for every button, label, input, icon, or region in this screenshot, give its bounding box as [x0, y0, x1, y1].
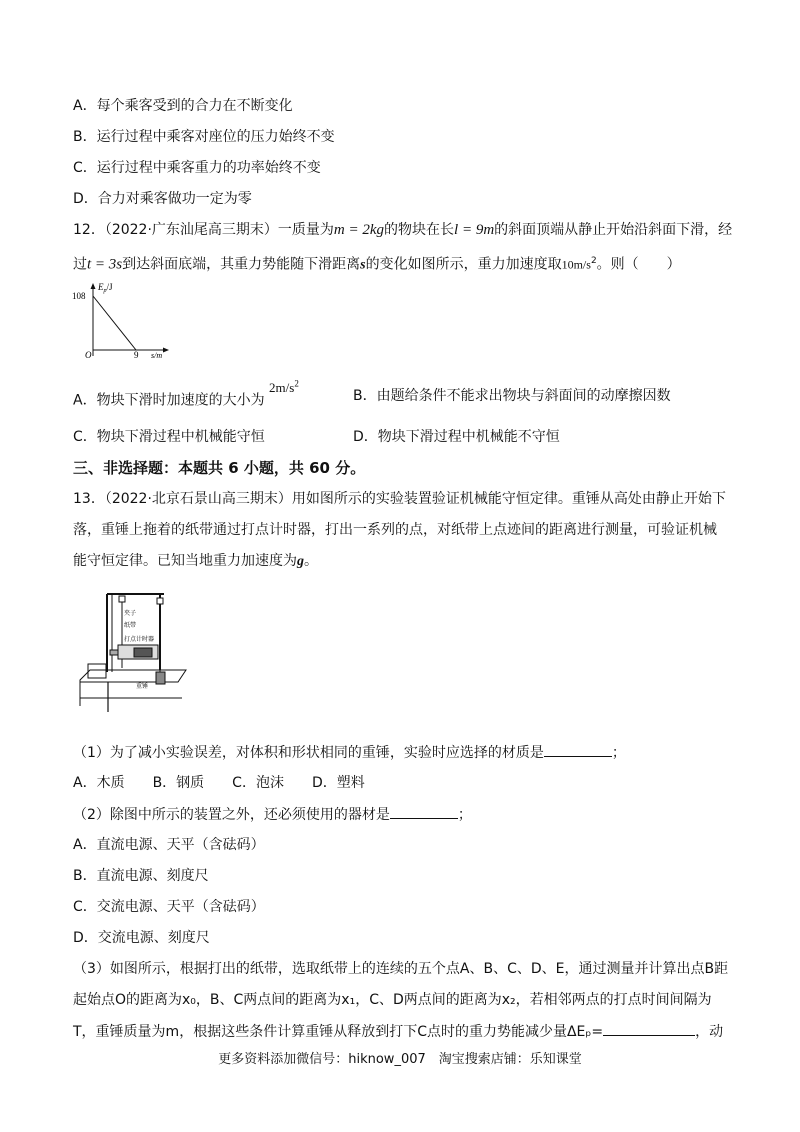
- q12-option-a-text: A．物块下滑时加速度的大小为: [73, 392, 265, 409]
- q13-text: 。: [304, 553, 318, 569]
- x-axis-arrow: [163, 348, 169, 353]
- q12-s-var: s: [360, 257, 366, 273]
- q13-part2-option-b: B．直流电源、刻度尺: [73, 868, 209, 884]
- q13-part2: [73, 804, 472, 825]
- q13-text: 能守恒定律。已知当地重力加速度为: [73, 553, 297, 569]
- timer-coil: [134, 648, 152, 657]
- q11-option-a: A．每个乘客受到的合力在不断变化: [73, 98, 293, 114]
- q13-part2-text: （2）除图中所示的装置之外，还必须使用的器材是: [73, 807, 390, 823]
- q13-stem-line1: [73, 489, 726, 509]
- timer-clamp: [110, 650, 118, 655]
- q13-part3-blank[interactable]: [603, 1021, 695, 1036]
- q12-text: 到达斜面底端，其重力势能随下滑距离: [122, 256, 361, 273]
- q13-part3-end: ，动: [695, 1024, 724, 1040]
- q13-g-var: g: [297, 554, 304, 569]
- q11-option-d: D．合力对乘客做功一定为零: [73, 191, 252, 207]
- q13-source: （2022·北京石景山高三期末）: [104, 491, 292, 507]
- q13-text: 用如图所示的实验装置验证机械能守恒定律。重锤从高处由静止开始下: [291, 491, 726, 507]
- q12-option-a-value: $2m/s^2$: [269, 379, 299, 396]
- q13-part3-line2: 起始点O的距离为x₀，B、C两点间的距离为x₁，C、D两点间的距离为x₂，若相邻两点的打点时间间隔为: [73, 992, 712, 1008]
- q13-part1: [73, 742, 626, 763]
- q12-text: 一质量为: [277, 222, 334, 238]
- y-axis-label: $E_p/J$: [98, 282, 113, 294]
- q12-g-value: 10m/s: [561, 257, 591, 272]
- q13-part2-blank[interactable]: [390, 804, 458, 819]
- x-axis-label: s/m: [151, 351, 163, 360]
- q12-length: l = 9m: [454, 222, 495, 238]
- q12-text: 的变化如图所示，重力加速度取: [365, 256, 562, 273]
- q12-text: 。则（ ）: [596, 256, 681, 273]
- label-clip: 夹子: [124, 611, 137, 617]
- q12-option-c: C．物块下滑过程中机械能守恒: [73, 429, 265, 445]
- q12-source: （2022·广东汕尾高三期末）: [104, 222, 278, 238]
- table-top: [80, 670, 186, 682]
- q13-stem-line2: 落，重锤上拖着的纸带通过打点计时器，打出一系列的点，对纸带上点迹间的距离进行测量，可验证机械: [73, 522, 717, 538]
- origin-label: O: [85, 350, 92, 360]
- y-axis-arrow: [91, 283, 96, 289]
- q12-g-sup: 2: [590, 256, 597, 266]
- q12-time: t = 3s: [87, 256, 123, 273]
- q13-part3-line3: [73, 1021, 723, 1042]
- q12-option-d: D．物块下滑过程中机械能不守恒: [353, 429, 560, 445]
- clamp-top: [157, 598, 163, 604]
- label-timer: 打点计时器: [124, 637, 155, 643]
- q13-part1-text: （1）为了减小实验误差，对体积和形状相同的重锤，实验时应选择的材质是: [73, 745, 544, 761]
- weight: [156, 672, 165, 684]
- label-weight: 重锤: [136, 684, 149, 690]
- q13-part3-line1: （3）如图所示，根据打出的纸带，选取纸带上的连续的五个点A、B、C、D、E，通过测量并计算出点B距: [73, 961, 729, 977]
- q12-mass: m = 2kg: [333, 222, 385, 238]
- q13-stem-line3: [73, 551, 318, 572]
- q11-option-c: C．运行过程中乘客重力的功率始终不变: [73, 160, 321, 176]
- q13-part2-option-a: A．直流电源、天平（含砝码）: [73, 837, 265, 853]
- q12-number: 12．: [73, 222, 105, 238]
- ep-line: [93, 296, 136, 350]
- q13-part3-text: T，重锤质量为m，根据这些条件计算重锤从释放到打下C点时的重力势能减少量ΔEₚ=: [73, 1024, 604, 1040]
- q12-text: 的斜面顶端从静止开始沿斜面下滑，经: [494, 222, 733, 238]
- x-tick-9: 9: [134, 350, 139, 360]
- table-block: [88, 664, 106, 678]
- section-heading: 三、非选择题：本题共 6 小题，共 60 分。: [73, 459, 366, 477]
- label-tape: 纸带: [124, 623, 137, 629]
- q12-text: 过: [73, 256, 87, 273]
- q12-text: 的物块在长: [384, 222, 455, 238]
- q12-option-a: [73, 379, 299, 410]
- q12-option-b: B．由题给条件不能求出物块与斜面间的动摩擦因数: [353, 388, 671, 404]
- q12-stem-line2: [73, 251, 681, 276]
- q13-part1-options: A．木质 B．钢质 C．泡沫 D．塑料: [73, 775, 365, 791]
- q12-ep-graph: [68, 280, 178, 360]
- q13-part1-blank[interactable]: [544, 742, 612, 757]
- clip: [119, 596, 125, 602]
- q13-part2-option-d: D．交流电源、刻度尺: [73, 930, 210, 946]
- q11-option-b: B．运行过程中乘客对座位的压力始终不变: [73, 129, 335, 145]
- q13-part1-end: ；: [611, 745, 626, 761]
- q13-apparatus-figure: [78, 588, 188, 716]
- q13-number: 13．: [73, 491, 105, 507]
- q12-stem-line1: [73, 220, 732, 240]
- page-footer: 更多资料添加微信号：hiknow_007 淘宝搜索店铺：乐知课堂: [218, 1052, 582, 1067]
- y-tick-108: 108: [72, 291, 86, 301]
- q13-part2-option-c: C．交流电源、天平（含砝码）: [73, 899, 265, 915]
- q13-part2-end: ；: [457, 807, 472, 823]
